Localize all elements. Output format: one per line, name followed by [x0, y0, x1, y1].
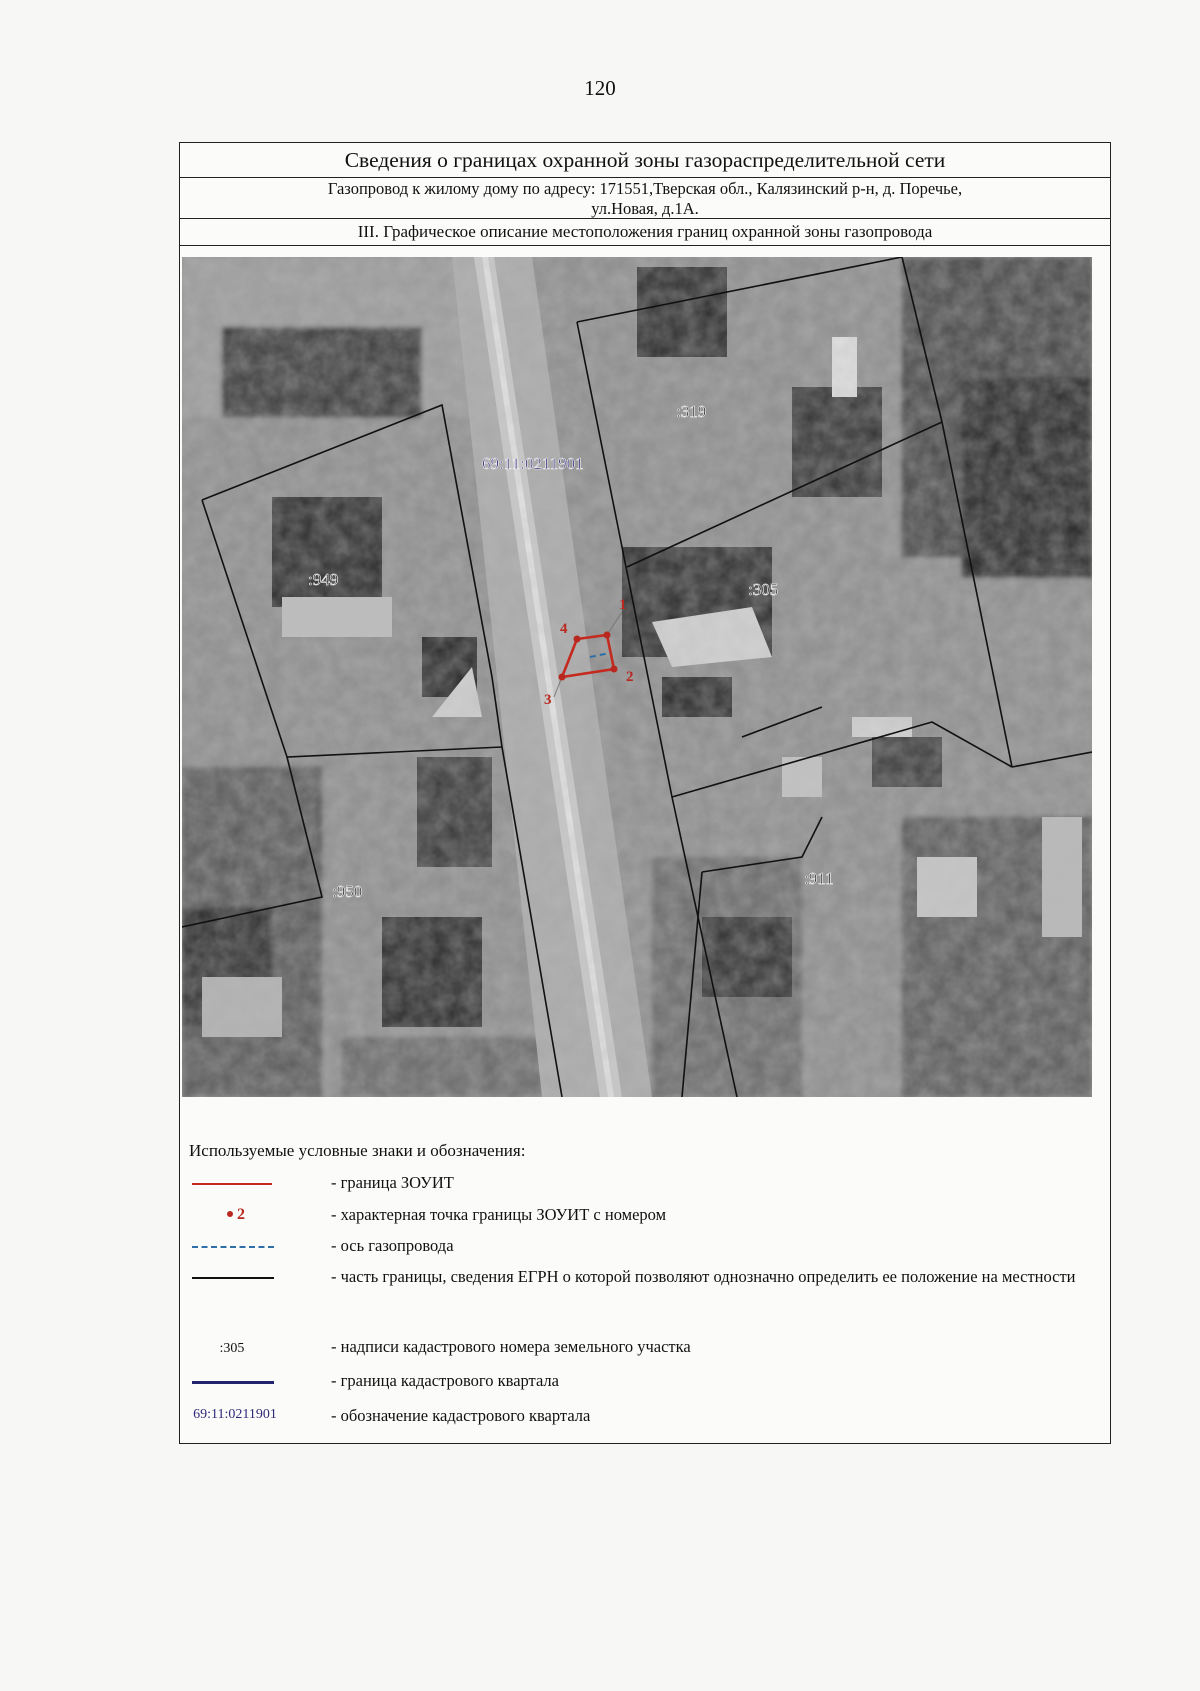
legend-text: - ось газопровода [331, 1236, 454, 1255]
parcel-label: :319 [676, 402, 707, 421]
zone-point [559, 674, 566, 681]
legend-item-zone-boundary [180, 1171, 1110, 1201]
zone-point [604, 632, 611, 639]
legend-text: - граница кадастрового квартала [331, 1371, 559, 1390]
legend-item-egrn-boundary [180, 1265, 1110, 1315]
object-line-2: ул.Новая, д.1А. [591, 199, 699, 218]
zone-info-sheet [179, 142, 1111, 1444]
legend-item-parcel-label [180, 1335, 1110, 1365]
point-label: 4 [560, 621, 568, 637]
aerial-map [182, 257, 1092, 1097]
navy-line-symbol [192, 1369, 300, 1393]
legend-heading: Используемые условные знаки и обозначения: [189, 1141, 526, 1160]
legend-item-zone-point [180, 1203, 1110, 1233]
parcel-label-sample: :305 [219, 1341, 245, 1356]
red-line-symbol [192, 1171, 300, 1195]
parcel-label: :305 [748, 580, 779, 599]
section-heading: III. Графическое описание местоположения границ охранной зоны газопровода [180, 219, 1110, 246]
point-number-sample: 2 [237, 1206, 245, 1223]
point-label: 1 [619, 597, 627, 613]
legend-item-quarter-boundary [180, 1369, 1110, 1399]
point-label: 3 [544, 692, 552, 708]
legend-text: - часть границы, сведения ЕГРН о которой позволяют однозначно определить ее положение на местности [331, 1267, 1076, 1286]
legend-item-quarter-label [180, 1404, 1110, 1434]
quarter-label-sample: 69:11:0211901 [193, 1407, 277, 1422]
zone-point [574, 636, 581, 643]
zone-point [611, 666, 618, 673]
black-line-symbol [192, 1265, 300, 1289]
object-description [180, 177, 1110, 219]
page-number: 120 [584, 76, 616, 100]
point-label: 2 [626, 669, 634, 685]
parcel-label-symbol [192, 1335, 300, 1359]
object-line-1: Газопровод к жилому дому по адресу: 171551,Тверская обл., Калязинский р-н, д. Поречье, [327, 179, 963, 198]
parcel-label: :950 [332, 882, 363, 901]
legend-text: - надписи кадастрового номера земельного участка [331, 1337, 691, 1356]
parcel-label: :911 [804, 869, 834, 888]
legend-item-gas-axis [180, 1234, 1110, 1264]
quarter-label: 69:11:0211901 [482, 454, 584, 473]
map-canvas [182, 257, 1092, 1097]
sheet-title: Сведения о границах охранной зоны газораспределительной сети [180, 143, 1110, 178]
legend-text: - обозначение кадастрового квартала [331, 1406, 591, 1425]
red-point-symbol [192, 1203, 300, 1227]
legend-text: - граница ЗОУИТ [331, 1173, 454, 1192]
parcel-label: :949 [308, 570, 339, 589]
legend-text: - характерная точка границы ЗОУИТ с номером [331, 1205, 667, 1224]
quarter-label-symbol [180, 1404, 288, 1428]
blue-dashed-line-symbol [192, 1234, 300, 1258]
